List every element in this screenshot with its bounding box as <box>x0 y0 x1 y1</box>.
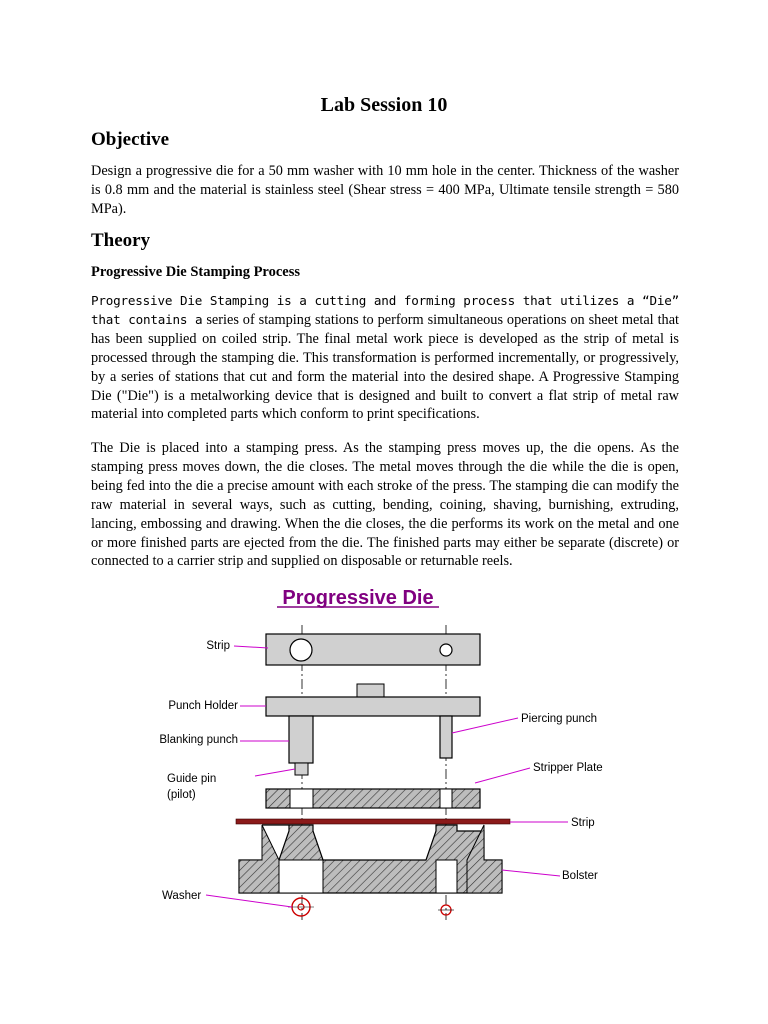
strip-blank-hole <box>290 639 312 661</box>
objective-heading: Objective <box>91 129 170 150</box>
theory-paragraph-1 <box>91 292 679 424</box>
stripper-plate-opening-right <box>440 789 452 808</box>
label-strip-top: Strip <box>206 640 230 652</box>
objective-text: Design a progressive die for a 50 mm washer with 10 mm hole in the center. Thickness of the washer is 0.8 mm and the material is stainless steel (Shear stress = 400 MPa, Ultimate tensile strength = 580 MPa). <box>91 163 679 217</box>
theory-paragraph-1-body: series of stamping stations to perform simultaneous operations on sheet metal that has been supplied on coiled strip. The final metal work piece is developed as the strip of metal is processed through the stamping die. This transformation is performed incrementally, or progressively, by a series of stations that cut and form the material into the desired shape. A Progressive Stamping Die ("Die") is a metalworking device that is designed and built to convert a flat strip of metal raw material into completed parts which conform to print specifications. <box>91 311 680 423</box>
page-title: Lab Session 10 <box>320 94 448 116</box>
theory-paragraph-2: The Die is placed into a stamping press. As the stamping press moves up, the die opens. As the stamping press moves down, the die closes. The metal moves through the die while the die is open, being fed into the die a precise amount with each stroke of the press. The stamping die can modify the raw material in several ways, such as cutting, bending, coining, shaving, burnishing, extruding, lancing, embossing and drawing. When the die closes, the die performs its work on the metal and one or more finished parts are ejected from the die. The finished parts may either be separate (discrete) or connected to a carrier strip and supplied on disposable or returnable reels. <box>91 440 679 570</box>
bolster-opening-right <box>436 860 457 893</box>
bolster-opening-left <box>279 860 323 893</box>
label-stripper-plate: Stripper Plate <box>533 762 603 774</box>
label-guide-pin: Guide pin <box>167 773 217 785</box>
label-punch-holder: Punch Holder <box>168 700 238 712</box>
label-washer: Washer <box>162 890 202 902</box>
label-bolster: Bolster <box>562 870 598 882</box>
piercing-punch <box>440 716 452 758</box>
strip-pierce-hole <box>440 644 452 656</box>
label-guide-pin-pilot: (pilot) <box>167 789 196 801</box>
theory-subheading: Progressive Die Stamping Process <box>91 264 301 280</box>
strip-sheet <box>236 819 510 824</box>
theory-heading: Theory <box>91 230 151 251</box>
bolster-left <box>239 825 279 893</box>
blanking-punch <box>289 716 313 763</box>
label-strip-right: Strip <box>571 817 595 829</box>
punch-holder-shank <box>357 684 384 697</box>
label-blanking-punch: Blanking punch <box>159 734 238 746</box>
stripper-plate-opening-left <box>290 789 313 808</box>
theory-paragraph-1-lead: Progressive Die Stamping is a cutting and forming process that utilizes a “Die” that contains a <box>91 293 679 327</box>
guide-pin <box>295 763 308 775</box>
label-piercing-punch: Piercing punch <box>521 713 598 725</box>
progressive-die-diagram <box>0 575 768 920</box>
diagram-title: Progressive Die <box>282 587 434 609</box>
punch-holder <box>266 697 480 716</box>
